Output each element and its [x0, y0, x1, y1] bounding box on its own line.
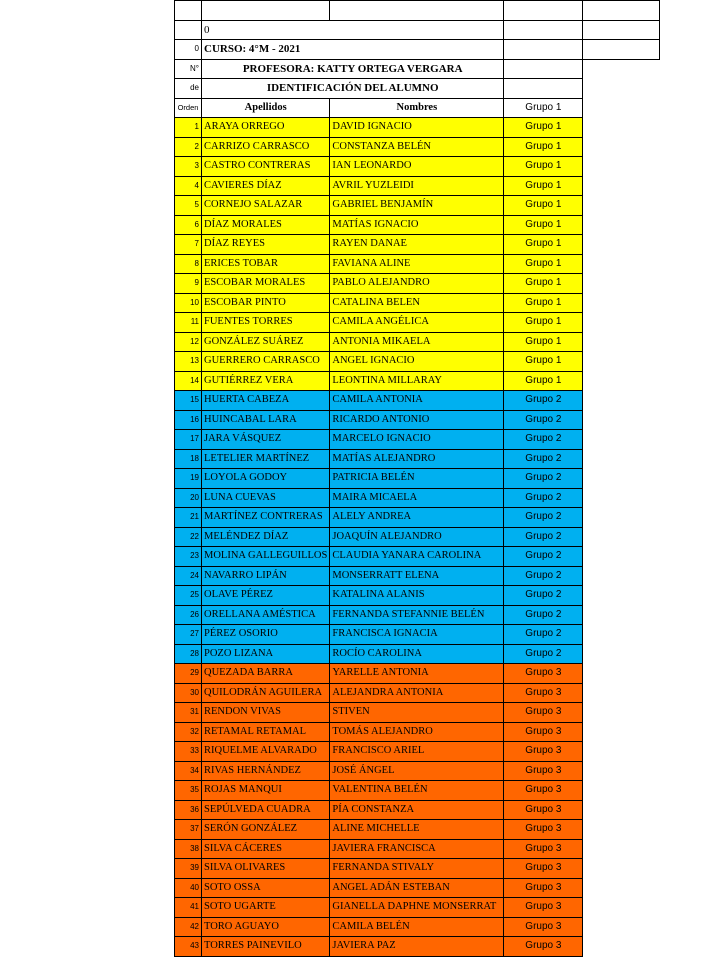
grupo-cell[interactable]: Grupo 3 [504, 859, 583, 879]
table-row [175, 605, 660, 625]
cell[interactable] [583, 683, 660, 703]
apellidos-cell[interactable]: CORNEJO SALAZAR [202, 196, 330, 216]
nombres-cell[interactable]: CLAUDIA YANARA CAROLINA [330, 547, 504, 567]
grupo-cell[interactable]: Grupo 1 [504, 254, 583, 274]
cell[interactable] [583, 332, 660, 352]
grupo-cell[interactable]: Grupo 2 [504, 527, 583, 547]
apellidos-cell[interactable]: TORRES PAINEVILO [202, 937, 330, 957]
grupo-cell[interactable]: Grupo 3 [504, 937, 583, 957]
cell[interactable] [583, 371, 660, 391]
order-cell[interactable]: 24 [175, 566, 202, 586]
table-row [175, 313, 660, 333]
grupo-cell[interactable]: Grupo 1 [504, 215, 583, 235]
grupo-cell[interactable]: Grupo 1 [504, 332, 583, 352]
table-row [175, 176, 660, 196]
cell[interactable] [583, 742, 660, 762]
order-cell[interactable]: 9 [175, 274, 202, 294]
nombres-cell[interactable]: ROCÍO CAROLINA [330, 644, 504, 664]
cell[interactable] [583, 508, 660, 528]
header-row-identificacion [175, 79, 660, 99]
profesora-cell[interactable]: PROFESORA: KATTY ORTEGA VERGARA [202, 59, 504, 79]
apellidos-cell[interactable]: GONZÁLEZ SUÁREZ [202, 332, 330, 352]
grupo-cell[interactable]: Grupo 3 [504, 781, 583, 801]
nombres-cell[interactable]: ALINE MICHELLE [330, 820, 504, 840]
table-row [175, 527, 660, 547]
nombres-cell[interactable]: JAVIERA PAZ [330, 937, 504, 957]
grupo-cell[interactable]: Grupo 2 [504, 410, 583, 430]
grupo-cell[interactable]: Grupo 2 [504, 644, 583, 664]
table-row [175, 742, 660, 762]
cell[interactable] [583, 430, 660, 450]
cell[interactable] [583, 391, 660, 411]
table-row [175, 917, 660, 937]
cell[interactable] [583, 937, 660, 957]
nombres-cell[interactable]: ALEJANDRA ANTONIA [330, 683, 504, 703]
cell[interactable] [583, 898, 660, 918]
cell[interactable] [583, 859, 660, 879]
nombres-cell[interactable]: PÍA CONSTANZA [330, 800, 504, 820]
apellidos-cell[interactable]: NAVARRO LIPÁN [202, 566, 330, 586]
nombres-cell[interactable]: GABRIEL BENJAMÍN [330, 196, 504, 216]
table-row [175, 410, 660, 430]
cell[interactable] [583, 98, 660, 118]
grupo-cell[interactable]: Grupo 2 [504, 469, 583, 489]
nombres-cell[interactable]: FERNANDA STIVALY [330, 859, 504, 879]
table-row [175, 839, 660, 859]
cell[interactable] [583, 605, 660, 625]
nombres-cell[interactable]: PABLO ALEJANDRO [330, 274, 504, 294]
table-row [175, 488, 660, 508]
nombres-cell[interactable]: CONSTANZA BELÉN [330, 137, 504, 157]
nombres-cell[interactable]: JOSÉ ÁNGEL [330, 761, 504, 781]
cell[interactable] [583, 547, 660, 567]
nombres-cell[interactable]: VALENTINA BELÉN [330, 781, 504, 801]
cell[interactable] [583, 839, 660, 859]
curso-cell[interactable]: CURSO: 4°M - 2021 [202, 40, 504, 60]
nombres-cell[interactable]: FRANCISCA IGNACIA [330, 625, 504, 645]
apellidos-cell[interactable]: OLAVE PÉREZ [202, 586, 330, 606]
cell[interactable] [583, 410, 660, 430]
table-row [175, 352, 660, 372]
cell[interactable] [583, 20, 660, 40]
row4-order-cell[interactable]: de [175, 79, 202, 99]
grupo-cell[interactable]: Grupo 1 [504, 157, 583, 177]
grupo-cell[interactable]: Grupo 3 [504, 742, 583, 762]
table-row [175, 157, 660, 177]
cell[interactable] [583, 59, 660, 79]
order-cell[interactable]: 36 [175, 800, 202, 820]
order-cell[interactable]: 17 [175, 430, 202, 450]
grupo-cell[interactable]: Grupo 2 [504, 430, 583, 450]
grupo-cell[interactable]: Grupo 3 [504, 839, 583, 859]
nombres-cell[interactable]: FRANCISCO ARIEL [330, 742, 504, 762]
order-cell[interactable]: 34 [175, 761, 202, 781]
nombres-cell[interactable]: ALELY ANDREA [330, 508, 504, 528]
apellidos-cell[interactable]: LUNA CUEVAS [202, 488, 330, 508]
table-row [175, 820, 660, 840]
apellidos-cell[interactable]: SILVA CÁCERES [202, 839, 330, 859]
nombres-cell[interactable]: CAMILA ANGÉLICA [330, 313, 504, 333]
order-cell[interactable]: 7 [175, 235, 202, 255]
order-cell[interactable]: 37 [175, 820, 202, 840]
order-cell[interactable]: 26 [175, 605, 202, 625]
order-cell[interactable]: 19 [175, 469, 202, 489]
order-cell[interactable]: 35 [175, 781, 202, 801]
grupo-cell[interactable]: Grupo 1 [504, 371, 583, 391]
apellidos-cell[interactable]: QUILODRÁN AGUILERA [202, 683, 330, 703]
order-cell[interactable]: 4 [175, 176, 202, 196]
nombres-cell[interactable]: RAYEN DANAE [330, 235, 504, 255]
table-row [175, 235, 660, 255]
table-row [175, 371, 660, 391]
grupo-cell[interactable]: Grupo 3 [504, 722, 583, 742]
order-cell[interactable]: 28 [175, 644, 202, 664]
apellidos-cell[interactable]: DÍAZ REYES [202, 235, 330, 255]
student-roster-table [174, 0, 660, 957]
apellidos-cell[interactable]: QUEZADA BARRA [202, 664, 330, 684]
apellidos-cell[interactable]: GUTIÉRREZ VERA [202, 371, 330, 391]
table-row [175, 137, 660, 157]
cell[interactable] [583, 469, 660, 489]
apellidos-cell[interactable]: RENDON VIVAS [202, 703, 330, 723]
cell[interactable] [583, 761, 660, 781]
nombres-cell[interactable]: MONSERRATT ELENA [330, 566, 504, 586]
cell[interactable] [583, 1, 660, 21]
order-cell[interactable]: 10 [175, 293, 202, 313]
grupo-cell[interactable]: Grupo 2 [504, 488, 583, 508]
table-row [175, 937, 660, 957]
order-cell[interactable]: 22 [175, 527, 202, 547]
nombres-cell[interactable]: MARCELO IGNACIO [330, 430, 504, 450]
grupo-cell[interactable]: Grupo 1 [504, 137, 583, 157]
header-row-profesora [175, 59, 660, 79]
apellidos-cell[interactable]: ARAYA ORREGO [202, 118, 330, 138]
nombres-cell[interactable]: PATRICIA BELÉN [330, 469, 504, 489]
table-row [175, 664, 660, 684]
grupo-cell[interactable]: Grupo 2 [504, 508, 583, 528]
table-row [175, 391, 660, 411]
grupo-cell[interactable]: Grupo 3 [504, 898, 583, 918]
table-row [175, 254, 660, 274]
col-nombres-header[interactable]: Nombres [330, 98, 504, 118]
apellidos-cell[interactable]: MELÉNDEZ DÍAZ [202, 527, 330, 547]
nombres-cell[interactable]: JOAQUÍN ALEJANDRO [330, 527, 504, 547]
table-row [175, 625, 660, 645]
apellidos-cell[interactable]: LOYOLA GODOY [202, 469, 330, 489]
cell[interactable] [583, 703, 660, 723]
nombres-cell[interactable]: ANTONIA MIKAELA [330, 332, 504, 352]
order-cell[interactable]: 38 [175, 839, 202, 859]
nombres-cell[interactable]: AVRIL YUZLEIDI [330, 176, 504, 196]
cell[interactable] [583, 274, 660, 294]
cell[interactable] [504, 20, 583, 40]
grupo-cell[interactable]: Grupo 1 [504, 176, 583, 196]
grupo-cell[interactable]: Grupo 3 [504, 917, 583, 937]
table-row [175, 508, 660, 528]
table-row [175, 118, 660, 138]
cell[interactable] [583, 352, 660, 372]
cell[interactable] [583, 137, 660, 157]
cell[interactable] [583, 313, 660, 333]
nombres-cell[interactable]: FAVIANA ALINE [330, 254, 504, 274]
apellidos-cell[interactable]: SOTO OSSA [202, 878, 330, 898]
cell[interactable] [583, 800, 660, 820]
grupo-cell[interactable]: Grupo 3 [504, 664, 583, 684]
grupo-cell[interactable]: Grupo 3 [504, 878, 583, 898]
cell[interactable] [583, 878, 660, 898]
table-row [175, 644, 660, 664]
cell[interactable] [583, 449, 660, 469]
nombres-cell[interactable]: YARELLE ANTONIA [330, 664, 504, 684]
cell[interactable] [202, 1, 330, 21]
apellidos-cell[interactable]: CARRIZO CARRASCO [202, 137, 330, 157]
apellidos-cell[interactable]: LETELIER MARTÍNEZ [202, 449, 330, 469]
nombres-cell[interactable]: MATÍAS IGNACIO [330, 215, 504, 235]
nombres-cell[interactable]: FERNANDA STEFANNIE BELÉN [330, 605, 504, 625]
apellidos-cell[interactable]: DÍAZ MORALES [202, 215, 330, 235]
cell[interactable] [504, 79, 583, 99]
nombres-cell[interactable]: TOMÁS ALEJANDRO [330, 722, 504, 742]
apellidos-cell[interactable]: ESCOBAR MORALES [202, 274, 330, 294]
header-row-curso [175, 40, 660, 60]
grupo-cell[interactable]: Grupo 2 [504, 391, 583, 411]
nombres-cell[interactable]: ANGEL IGNACIO [330, 352, 504, 372]
order-cell[interactable]: 1 [175, 118, 202, 138]
apellidos-cell[interactable]: ORELLANA AMÉSTICA [202, 605, 330, 625]
col-grupo-header[interactable]: Grupo 1 [504, 98, 583, 118]
apellidos-cell[interactable]: RETAMAL RETAMAL [202, 722, 330, 742]
cell[interactable] [583, 644, 660, 664]
apellidos-cell[interactable]: CAVIERES DÍAZ [202, 176, 330, 196]
apellidos-cell[interactable]: RIVAS HERNÁNDEZ [202, 761, 330, 781]
grupo-cell[interactable]: Grupo 3 [504, 683, 583, 703]
grupo-cell[interactable]: Grupo 1 [504, 118, 583, 138]
order-cell[interactable]: 13 [175, 352, 202, 372]
nombres-cell[interactable]: MAIRA MICAELA [330, 488, 504, 508]
table-row [175, 859, 660, 879]
cell[interactable] [583, 254, 660, 274]
cell[interactable] [175, 20, 202, 40]
grupo-cell[interactable]: Grupo 1 [504, 274, 583, 294]
apellidos-cell[interactable]: SEPÚLVEDA CUADRA [202, 800, 330, 820]
apellidos-cell[interactable]: RIQUELME ALVARADO [202, 742, 330, 762]
order-cell[interactable]: 11 [175, 313, 202, 333]
apellidos-cell[interactable]: PÉREZ OSORIO [202, 625, 330, 645]
nombres-cell[interactable]: LEONTINA MILLARAY [330, 371, 504, 391]
order-cell[interactable]: 18 [175, 449, 202, 469]
table-row [175, 332, 660, 352]
cell[interactable] [504, 1, 583, 21]
table-row [175, 215, 660, 235]
cell[interactable] [583, 820, 660, 840]
order-cell[interactable]: 16 [175, 410, 202, 430]
apellidos-cell[interactable]: JARA VÁSQUEZ [202, 430, 330, 450]
order-cell[interactable]: 32 [175, 722, 202, 742]
grupo-cell[interactable]: Grupo 2 [504, 586, 583, 606]
order-cell[interactable]: 14 [175, 371, 202, 391]
nombres-cell[interactable]: RICARDO ANTONIO [330, 410, 504, 430]
order-cell[interactable]: 25 [175, 586, 202, 606]
cell[interactable] [583, 79, 660, 99]
table-row [175, 547, 660, 567]
cell[interactable] [583, 215, 660, 235]
cell[interactable] [583, 235, 660, 255]
cell[interactable] [504, 40, 583, 60]
cell[interactable] [583, 566, 660, 586]
row1-value-cell[interactable]: 0 [202, 20, 504, 40]
apellidos-cell[interactable]: FUENTES TORRES [202, 313, 330, 333]
table-row [175, 586, 660, 606]
table-row [175, 293, 660, 313]
order-cell[interactable]: 27 [175, 625, 202, 645]
table-row [175, 683, 660, 703]
cell[interactable] [583, 293, 660, 313]
grupo-cell[interactable]: Grupo 1 [504, 352, 583, 372]
order-cell[interactable]: 40 [175, 878, 202, 898]
nombres-cell[interactable]: ANGEL ADÁN ESTEBAN [330, 878, 504, 898]
column-header-row [175, 98, 660, 118]
order-cell[interactable]: 39 [175, 859, 202, 879]
table-row [175, 274, 660, 294]
apellidos-cell[interactable]: POZO LIZANA [202, 644, 330, 664]
apellidos-cell[interactable]: ESCOBAR PINTO [202, 293, 330, 313]
cell[interactable] [583, 664, 660, 684]
cell[interactable] [583, 527, 660, 547]
blank-row [175, 1, 660, 21]
cell[interactable] [583, 586, 660, 606]
table-row [175, 430, 660, 450]
grupo-cell[interactable]: Grupo 2 [504, 605, 583, 625]
col-apellidos-header[interactable]: Apellidos [202, 98, 330, 118]
grupo-cell[interactable]: Grupo 2 [504, 547, 583, 567]
order-cell[interactable]: 8 [175, 254, 202, 274]
cell[interactable] [583, 625, 660, 645]
apellidos-cell[interactable]: SERÓN GONZÁLEZ [202, 820, 330, 840]
table-row [175, 781, 660, 801]
grupo-cell[interactable]: Grupo 1 [504, 313, 583, 333]
apellidos-cell[interactable]: SILVA OLIVARES [202, 859, 330, 879]
nombres-cell[interactable]: JAVIERA FRANCISCA [330, 839, 504, 859]
grupo-cell[interactable]: Grupo 2 [504, 566, 583, 586]
order-cell[interactable]: 21 [175, 508, 202, 528]
order-cell[interactable]: 41 [175, 898, 202, 918]
order-cell[interactable]: 20 [175, 488, 202, 508]
nombres-cell[interactable]: IAN LEONARDO [330, 157, 504, 177]
table-row [175, 566, 660, 586]
order-cell[interactable]: 12 [175, 332, 202, 352]
nombres-cell[interactable]: GIANELLA DAPHNE MONSERRAT [330, 898, 504, 918]
order-cell[interactable]: 30 [175, 683, 202, 703]
apellidos-cell[interactable]: ROJAS MANQUI [202, 781, 330, 801]
order-cell[interactable]: 43 [175, 937, 202, 957]
grupo-cell[interactable]: Grupo 1 [504, 293, 583, 313]
nombres-cell[interactable]: DAVID IGNACIO [330, 118, 504, 138]
cell[interactable] [583, 40, 660, 60]
order-cell[interactable]: 5 [175, 196, 202, 216]
cell[interactable] [583, 781, 660, 801]
grupo-cell[interactable]: Grupo 1 [504, 235, 583, 255]
table-row [175, 703, 660, 723]
table-row [175, 761, 660, 781]
nombres-cell[interactable]: CAMILA BELÉN [330, 917, 504, 937]
table-row [175, 898, 660, 918]
cell[interactable] [583, 176, 660, 196]
apellidos-cell[interactable]: HUINCABAL LARA [202, 410, 330, 430]
grupo-cell[interactable]: Grupo 3 [504, 761, 583, 781]
grupo-cell[interactable]: Grupo 2 [504, 449, 583, 469]
order-cell[interactable]: 6 [175, 215, 202, 235]
row2-order-cell[interactable]: 0 [175, 40, 202, 60]
grupo-cell[interactable]: Grupo 1 [504, 196, 583, 216]
grupo-cell[interactable]: Grupo 3 [504, 703, 583, 723]
order-cell[interactable]: 15 [175, 391, 202, 411]
grupo-cell[interactable]: Grupo 3 [504, 800, 583, 820]
cell[interactable] [583, 722, 660, 742]
apellidos-cell[interactable]: HUERTA CABEZA [202, 391, 330, 411]
nombres-cell[interactable]: KATALINA ALANIS [330, 586, 504, 606]
order-cell[interactable]: 23 [175, 547, 202, 567]
cell[interactable] [583, 157, 660, 177]
identificacion-cell[interactable]: IDENTIFICACIÓN DEL ALUMNO [202, 79, 504, 99]
cell[interactable] [504, 59, 583, 79]
apellidos-cell[interactable]: SOTO UGARTE [202, 898, 330, 918]
apellidos-cell[interactable]: GUERRERO CARRASCO [202, 352, 330, 372]
row3-order-cell[interactable]: N° [175, 59, 202, 79]
cell[interactable] [583, 196, 660, 216]
apellidos-cell[interactable]: TORO AGUAYO [202, 917, 330, 937]
apellidos-cell[interactable]: CASTRO CONTRERAS [202, 157, 330, 177]
table-row [175, 878, 660, 898]
order-cell[interactable]: 3 [175, 157, 202, 177]
header-row-value [175, 20, 660, 40]
cell[interactable] [583, 917, 660, 937]
apellidos-cell[interactable]: ERICES TOBAR [202, 254, 330, 274]
nombres-cell[interactable]: MATÍAS ALEJANDRO [330, 449, 504, 469]
grupo-cell[interactable]: Grupo 2 [504, 625, 583, 645]
nombres-cell[interactable]: CATALINA BELEN [330, 293, 504, 313]
col-orden-header[interactable]: Orden [175, 98, 202, 118]
cell[interactable] [583, 118, 660, 138]
table-row [175, 449, 660, 469]
order-cell[interactable]: 2 [175, 137, 202, 157]
order-cell[interactable]: 33 [175, 742, 202, 762]
order-cell[interactable]: 42 [175, 917, 202, 937]
cell[interactable] [583, 488, 660, 508]
nombres-cell[interactable]: CAMILA ANTONIA [330, 391, 504, 411]
table-row [175, 800, 660, 820]
cell[interactable] [175, 1, 202, 21]
order-cell[interactable]: 31 [175, 703, 202, 723]
apellidos-cell[interactable]: MARTÍNEZ CONTRERAS [202, 508, 330, 528]
table-row [175, 196, 660, 216]
order-cell[interactable]: 29 [175, 664, 202, 684]
table-row [175, 722, 660, 742]
table-row [175, 469, 660, 489]
cell[interactable] [330, 1, 504, 21]
grupo-cell[interactable]: Grupo 3 [504, 820, 583, 840]
nombres-cell[interactable]: STIVEN [330, 703, 504, 723]
apellidos-cell[interactable]: MOLINA GALLEGUILLOS [202, 547, 330, 567]
